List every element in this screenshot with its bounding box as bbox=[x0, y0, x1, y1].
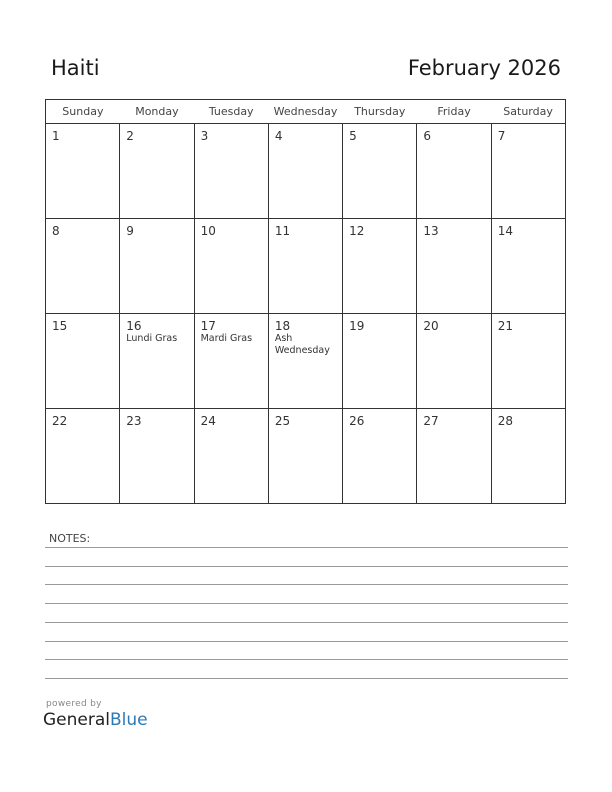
day-cell bbox=[194, 409, 268, 504]
day-cell bbox=[194, 219, 268, 314]
day-number: 1 bbox=[52, 129, 60, 143]
week-row bbox=[46, 124, 566, 219]
notes-label: NOTES: bbox=[49, 532, 91, 545]
day-cell bbox=[194, 314, 268, 409]
day-cell bbox=[194, 124, 268, 219]
weekday-header: Friday bbox=[417, 100, 491, 124]
day-cell bbox=[120, 219, 194, 314]
note-line[interactable] bbox=[45, 603, 568, 604]
day-number: 21 bbox=[497, 319, 513, 333]
day-cell bbox=[46, 124, 120, 219]
powered-by-text: powered by bbox=[46, 699, 102, 709]
brand-blue-text: Blue bbox=[110, 710, 148, 730]
weekday-header: Wednesday bbox=[268, 100, 342, 124]
day-number: 27 bbox=[423, 414, 439, 428]
month-year-title: February 2026 bbox=[407, 56, 561, 80]
day-number: 16 bbox=[126, 319, 142, 333]
day-cell bbox=[491, 124, 565, 219]
day-cell bbox=[417, 409, 491, 504]
day-number: 15 bbox=[52, 319, 68, 333]
day-cell bbox=[491, 219, 565, 314]
note-line[interactable] bbox=[45, 547, 568, 548]
note-line[interactable] bbox=[45, 659, 568, 660]
note-line[interactable] bbox=[45, 622, 568, 623]
day-cell bbox=[120, 124, 194, 219]
weekday-header-row bbox=[46, 100, 566, 124]
day-number: 19 bbox=[349, 319, 365, 333]
day-number: 18 bbox=[274, 319, 291, 333]
day-cell bbox=[417, 219, 491, 314]
day-number: 14 bbox=[497, 224, 513, 238]
day-number: 3 bbox=[200, 129, 209, 143]
day-number: 28 bbox=[497, 414, 513, 428]
day-cell bbox=[120, 314, 194, 409]
country-title: Haiti bbox=[51, 56, 100, 80]
calendar-grid bbox=[45, 99, 566, 504]
weekday-header: Saturday bbox=[491, 100, 565, 124]
day-number: 13 bbox=[423, 224, 439, 238]
holiday-label: Mardi Gras bbox=[200, 333, 253, 344]
day-number: 5 bbox=[349, 129, 357, 143]
day-cell bbox=[268, 409, 342, 504]
holiday-label: Ash Wednesday bbox=[274, 333, 330, 356]
day-number: 23 bbox=[126, 414, 142, 428]
day-number: 6 bbox=[423, 129, 432, 143]
day-number: 8 bbox=[52, 224, 60, 238]
day-cell bbox=[343, 219, 417, 314]
holiday-label: Lundi Gras bbox=[126, 333, 178, 344]
day-cell bbox=[491, 409, 565, 504]
day-cell bbox=[343, 314, 417, 409]
day-number: 9 bbox=[126, 224, 134, 238]
day-cell bbox=[46, 314, 120, 409]
day-number: 25 bbox=[274, 414, 291, 428]
weekday-header: Monday bbox=[120, 100, 194, 124]
note-line[interactable] bbox=[45, 678, 568, 679]
day-cell bbox=[268, 124, 342, 219]
week-row bbox=[46, 314, 566, 409]
day-cell bbox=[120, 409, 194, 504]
day-cell bbox=[417, 124, 491, 219]
weekday-header: Tuesday bbox=[194, 100, 268, 124]
day-cell bbox=[491, 314, 565, 409]
day-number: 12 bbox=[349, 224, 365, 238]
day-number: 22 bbox=[52, 414, 68, 428]
day-cell bbox=[268, 219, 342, 314]
day-number: 2 bbox=[126, 129, 134, 143]
note-line[interactable] bbox=[45, 566, 568, 567]
day-cell bbox=[417, 314, 491, 409]
day-number: 24 bbox=[200, 414, 216, 428]
generalblue-logo[interactable] bbox=[43, 710, 148, 730]
day-cell bbox=[268, 314, 342, 409]
day-number: 4 bbox=[274, 129, 283, 143]
week-row bbox=[46, 409, 566, 504]
day-cell bbox=[343, 409, 417, 504]
day-number: 10 bbox=[200, 224, 216, 238]
weekday-header: Thursday bbox=[343, 100, 417, 124]
week-row bbox=[46, 219, 566, 314]
day-cell bbox=[343, 124, 417, 219]
day-cell bbox=[46, 409, 120, 504]
note-line[interactable] bbox=[45, 584, 568, 585]
day-number: 11 bbox=[274, 224, 291, 238]
day-number: 7 bbox=[497, 129, 506, 143]
weekday-header: Sunday bbox=[46, 100, 120, 124]
day-cell bbox=[46, 219, 120, 314]
day-number: 26 bbox=[349, 414, 365, 428]
note-line[interactable] bbox=[45, 641, 568, 642]
brand-general-text: General bbox=[43, 710, 110, 730]
day-number: 17 bbox=[200, 319, 216, 333]
day-number: 20 bbox=[423, 319, 439, 333]
